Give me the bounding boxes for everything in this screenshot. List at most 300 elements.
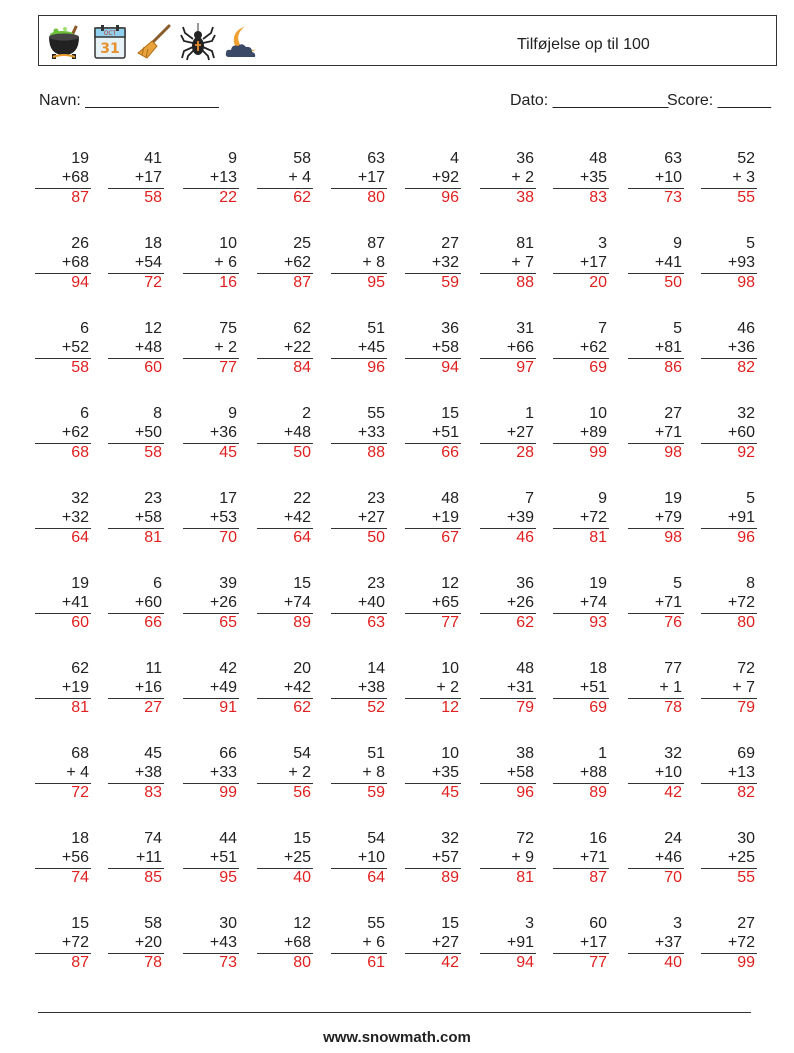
addend-top: 24 xyxy=(664,830,682,847)
addend-top: 6 xyxy=(80,320,89,337)
answer: 95 xyxy=(367,274,385,291)
addend-top: 10 xyxy=(441,660,459,677)
answer: 59 xyxy=(441,274,459,291)
addend-bottom: +39 xyxy=(506,509,534,526)
addend-bottom: + 2 xyxy=(288,764,311,781)
addend-top: 9 xyxy=(228,150,237,167)
addend-top: 63 xyxy=(367,150,385,167)
addend-top: 19 xyxy=(664,490,682,507)
addend-top: 3 xyxy=(598,235,607,252)
addend-bottom: +62 xyxy=(283,254,311,271)
addend-top: 3 xyxy=(673,915,682,932)
addend-bottom: +93 xyxy=(727,254,755,271)
answer: 62 xyxy=(293,189,311,206)
problem-item xyxy=(104,574,168,644)
answer: 68 xyxy=(71,444,89,461)
addend-top: 9 xyxy=(228,405,237,422)
addend-bottom: +42 xyxy=(283,679,311,696)
problem-item xyxy=(697,404,761,474)
answer: 73 xyxy=(664,189,682,206)
problem-item xyxy=(31,574,95,644)
answer: 12 xyxy=(441,699,459,716)
addend-bottom: +68 xyxy=(283,934,311,951)
answer: 64 xyxy=(293,529,311,546)
addend-top: 15 xyxy=(293,575,311,592)
addend-bottom: +66 xyxy=(506,339,534,356)
addend-bottom: +72 xyxy=(579,509,607,526)
answer: 98 xyxy=(737,274,755,291)
answer: 84 xyxy=(293,359,311,376)
answer: 42 xyxy=(664,784,682,801)
addend-top: 9 xyxy=(598,490,607,507)
addend-top: 32 xyxy=(664,745,682,762)
answer: 99 xyxy=(737,954,755,971)
addend-bottom: +81 xyxy=(654,339,682,356)
addend-top: 18 xyxy=(144,235,162,252)
problem-item xyxy=(31,659,95,729)
answer: 88 xyxy=(516,274,534,291)
addend-top: 5 xyxy=(746,490,755,507)
addend-top: 72 xyxy=(737,660,755,677)
answer: 94 xyxy=(441,359,459,376)
answer: 62 xyxy=(293,699,311,716)
addend-bottom: +22 xyxy=(283,339,311,356)
answer: 80 xyxy=(737,614,755,631)
answer: 66 xyxy=(144,614,162,631)
answer: 86 xyxy=(664,359,682,376)
addend-top: 32 xyxy=(441,830,459,847)
addend-top: 5 xyxy=(746,235,755,252)
answer: 82 xyxy=(737,784,755,801)
answer: 89 xyxy=(589,784,607,801)
worksheet-title: Tilføjelse op til 100 xyxy=(517,36,650,53)
addend-bottom: +41 xyxy=(654,254,682,271)
addend-bottom: +71 xyxy=(579,849,607,866)
addend-bottom: +88 xyxy=(579,764,607,781)
answer: 79 xyxy=(737,699,755,716)
addend-bottom: +25 xyxy=(283,849,311,866)
addend-top: 36 xyxy=(516,150,534,167)
answer: 83 xyxy=(144,784,162,801)
addend-top: 1 xyxy=(598,745,607,762)
addend-bottom: +36 xyxy=(727,339,755,356)
addend-bottom: +38 xyxy=(134,764,162,781)
answer: 83 xyxy=(589,189,607,206)
problem-item xyxy=(327,659,391,729)
problem-item xyxy=(253,744,317,814)
problem-item xyxy=(31,829,95,899)
answer: 76 xyxy=(664,614,682,631)
addend-top: 23 xyxy=(144,490,162,507)
answer: 52 xyxy=(367,699,385,716)
problem-item xyxy=(327,319,391,389)
problem-item xyxy=(327,914,391,984)
addend-bottom: +37 xyxy=(654,934,682,951)
problem-item xyxy=(549,914,613,984)
addend-top: 27 xyxy=(441,235,459,252)
score-field: Score: ______ xyxy=(667,92,772,109)
problem-item xyxy=(104,319,168,389)
addend-bottom: +57 xyxy=(431,849,459,866)
answer: 28 xyxy=(516,444,534,461)
addend-top: 55 xyxy=(367,915,385,932)
problem-item xyxy=(31,744,95,814)
addend-bottom: +27 xyxy=(431,934,459,951)
problem-item xyxy=(549,744,613,814)
answer: 45 xyxy=(219,444,237,461)
answer: 16 xyxy=(219,274,237,291)
answer: 55 xyxy=(737,189,755,206)
addend-bottom: +32 xyxy=(431,254,459,271)
answer: 99 xyxy=(219,784,237,801)
addend-bottom: +20 xyxy=(134,934,162,951)
name-field: Navn: _______________ xyxy=(39,92,219,109)
answer: 74 xyxy=(71,869,89,886)
addend-bottom: +51 xyxy=(209,849,237,866)
answer: 82 xyxy=(737,359,755,376)
answer: 94 xyxy=(516,954,534,971)
problem-item xyxy=(624,574,688,644)
problem-item xyxy=(697,659,761,729)
addend-bottom: +31 xyxy=(506,679,534,696)
answer: 50 xyxy=(367,529,385,546)
addend-bottom: +68 xyxy=(61,254,89,271)
problem-item xyxy=(179,914,243,984)
addend-bottom: +26 xyxy=(506,594,534,611)
addend-top: 23 xyxy=(367,575,385,592)
addend-bottom: +17 xyxy=(579,934,607,951)
addend-bottom: +27 xyxy=(506,424,534,441)
answer: 73 xyxy=(219,954,237,971)
addend-top: 15 xyxy=(441,915,459,932)
addend-bottom: +33 xyxy=(209,764,237,781)
addend-top: 69 xyxy=(737,745,755,762)
problem-item xyxy=(253,489,317,559)
addend-top: 8 xyxy=(746,575,755,592)
addend-top: 30 xyxy=(737,830,755,847)
addend-top: 32 xyxy=(737,405,755,422)
problem-item xyxy=(253,404,317,474)
addend-bottom: + 6 xyxy=(362,934,385,951)
answer: 77 xyxy=(589,954,607,971)
answer: 45 xyxy=(441,784,459,801)
answer: 99 xyxy=(589,444,607,461)
problem-item xyxy=(697,829,761,899)
addend-bottom: +27 xyxy=(357,509,385,526)
addend-bottom: + 2 xyxy=(436,679,459,696)
addend-top: 31 xyxy=(516,320,534,337)
answer: 72 xyxy=(71,784,89,801)
answer: 58 xyxy=(71,359,89,376)
problem-item xyxy=(401,659,465,729)
answer: 87 xyxy=(71,189,89,206)
answer: 78 xyxy=(144,954,162,971)
answer: 81 xyxy=(516,869,534,886)
addend-bottom: +11 xyxy=(136,849,162,866)
addend-top: 5 xyxy=(673,575,682,592)
answer: 80 xyxy=(293,954,311,971)
addend-top: 6 xyxy=(153,575,162,592)
problem-item xyxy=(401,149,465,219)
problem-item xyxy=(253,659,317,729)
problem-item xyxy=(104,744,168,814)
answer: 80 xyxy=(367,189,385,206)
addend-top: 66 xyxy=(219,745,237,762)
problem-item xyxy=(697,914,761,984)
addend-bottom: +33 xyxy=(357,424,385,441)
addend-top: 72 xyxy=(516,830,534,847)
addend-bottom: +52 xyxy=(61,339,89,356)
addend-top: 44 xyxy=(219,830,237,847)
addend-bottom: +89 xyxy=(579,424,607,441)
problem-item xyxy=(401,404,465,474)
addend-bottom: +74 xyxy=(579,594,607,611)
addend-top: 58 xyxy=(144,915,162,932)
answer: 69 xyxy=(589,359,607,376)
addend-bottom: + 8 xyxy=(362,764,385,781)
answer: 60 xyxy=(71,614,89,631)
answer: 66 xyxy=(441,444,459,461)
answer: 20 xyxy=(589,274,607,291)
addend-top: 18 xyxy=(589,660,607,677)
answer: 91 xyxy=(219,699,237,716)
addend-bottom: + 4 xyxy=(66,764,89,781)
addend-top: 30 xyxy=(219,915,237,932)
addend-bottom: +40 xyxy=(357,594,385,611)
addend-top: 62 xyxy=(293,320,311,337)
problem-item xyxy=(253,829,317,899)
addend-bottom: +91 xyxy=(506,934,534,951)
problem-item xyxy=(624,489,688,559)
addend-top: 54 xyxy=(293,745,311,762)
addend-bottom: +60 xyxy=(727,424,755,441)
answer: 81 xyxy=(144,529,162,546)
answer: 94 xyxy=(71,274,89,291)
answer: 96 xyxy=(737,529,755,546)
answer: 77 xyxy=(441,614,459,631)
addend-bottom: +91 xyxy=(727,509,755,526)
addend-top: 5 xyxy=(673,320,682,337)
problem-item xyxy=(697,149,761,219)
addend-bottom: + 6 xyxy=(214,254,237,271)
addend-bottom: +72 xyxy=(61,934,89,951)
problem-item xyxy=(624,659,688,729)
addend-bottom: + 7 xyxy=(511,254,534,271)
problem-item xyxy=(104,829,168,899)
addend-bottom: + 9 xyxy=(511,849,534,866)
calendar-day: 31 xyxy=(100,41,120,57)
problem-item xyxy=(476,574,540,644)
answer: 88 xyxy=(367,444,385,461)
problem-item xyxy=(179,574,243,644)
addend-top: 36 xyxy=(441,320,459,337)
answer: 60 xyxy=(144,359,162,376)
problem-item xyxy=(401,234,465,304)
addend-bottom: +58 xyxy=(506,764,534,781)
addend-bottom: +32 xyxy=(61,509,89,526)
problem-item xyxy=(179,319,243,389)
problem-item xyxy=(179,489,243,559)
problem-item xyxy=(549,489,613,559)
addend-top: 1 xyxy=(525,405,534,422)
answer: 59 xyxy=(367,784,385,801)
addend-top: 74 xyxy=(144,830,162,847)
addend-top: 12 xyxy=(441,575,459,592)
answer: 93 xyxy=(589,614,607,631)
addend-top: 17 xyxy=(219,490,237,507)
answer: 89 xyxy=(293,614,311,631)
problem-item xyxy=(476,319,540,389)
calendar-month: OCT xyxy=(103,30,117,37)
addend-top: 3 xyxy=(525,915,534,932)
addend-top: 46 xyxy=(737,320,755,337)
addend-bottom: +60 xyxy=(134,594,162,611)
addend-top: 36 xyxy=(516,575,534,592)
problem-item xyxy=(476,744,540,814)
addend-bottom: +62 xyxy=(61,424,89,441)
problem-item xyxy=(624,744,688,814)
problem-item xyxy=(31,149,95,219)
addend-bottom: +51 xyxy=(431,424,459,441)
problem-item xyxy=(697,489,761,559)
addend-bottom: +17 xyxy=(134,169,162,186)
addend-top: 6 xyxy=(80,405,89,422)
addend-top: 54 xyxy=(367,830,385,847)
answer: 22 xyxy=(219,189,237,206)
addend-top: 55 xyxy=(367,405,385,422)
answer: 63 xyxy=(367,614,385,631)
addend-bottom: +48 xyxy=(283,424,311,441)
addend-top: 58 xyxy=(293,150,311,167)
addend-bottom: +65 xyxy=(431,594,459,611)
addend-bottom: +58 xyxy=(134,509,162,526)
addend-top: 8 xyxy=(153,405,162,422)
problem-item xyxy=(549,829,613,899)
problem-item xyxy=(476,829,540,899)
addend-bottom: + 2 xyxy=(214,339,237,356)
addend-bottom: +43 xyxy=(209,934,237,951)
addend-bottom: + 2 xyxy=(511,169,534,186)
addend-bottom: +45 xyxy=(357,339,385,356)
addend-top: 16 xyxy=(589,830,607,847)
addend-bottom: +10 xyxy=(654,169,682,186)
addend-bottom: + 3 xyxy=(732,169,755,186)
addend-top: 7 xyxy=(525,490,534,507)
addend-top: 63 xyxy=(664,150,682,167)
addend-top: 62 xyxy=(71,660,89,677)
problem-item xyxy=(179,234,243,304)
answer: 61 xyxy=(367,954,385,971)
answer: 89 xyxy=(441,869,459,886)
answer: 58 xyxy=(144,444,162,461)
problem-item xyxy=(253,319,317,389)
addend-bottom: +48 xyxy=(134,339,162,356)
addend-top: 19 xyxy=(71,575,89,592)
problem-item xyxy=(549,574,613,644)
addend-bottom: +71 xyxy=(654,594,682,611)
answer: 27 xyxy=(144,699,162,716)
problem-item xyxy=(476,234,540,304)
problem-item xyxy=(401,829,465,899)
problem-item xyxy=(401,319,465,389)
problem-item xyxy=(327,149,391,219)
problem-item xyxy=(104,489,168,559)
addend-bottom: +72 xyxy=(727,594,755,611)
addend-bottom: +56 xyxy=(61,849,89,866)
answer: 40 xyxy=(664,954,682,971)
addend-bottom: +74 xyxy=(283,594,311,611)
addend-bottom: +10 xyxy=(654,764,682,781)
addend-top: 41 xyxy=(144,150,162,167)
footer-site: www.snowmath.com xyxy=(323,1029,471,1046)
addend-top: 51 xyxy=(367,320,385,337)
answer: 92 xyxy=(737,444,755,461)
problem-item xyxy=(327,404,391,474)
problem-item xyxy=(401,744,465,814)
problem-item xyxy=(624,914,688,984)
addend-bottom: +51 xyxy=(579,679,607,696)
addend-top: 38 xyxy=(516,745,534,762)
addend-top: 51 xyxy=(367,745,385,762)
answer: 58 xyxy=(144,189,162,206)
answer: 81 xyxy=(589,529,607,546)
problem-item xyxy=(327,574,391,644)
answer: 56 xyxy=(293,784,311,801)
problem-item xyxy=(31,319,95,389)
problem-item xyxy=(104,914,168,984)
answer: 87 xyxy=(71,954,89,971)
addend-top: 45 xyxy=(144,745,162,762)
answer: 70 xyxy=(664,869,682,886)
addend-top: 10 xyxy=(441,745,459,762)
addend-top: 27 xyxy=(664,405,682,422)
answer: 77 xyxy=(219,359,237,376)
problem-item xyxy=(31,914,95,984)
addend-bottom: + 7 xyxy=(732,679,755,696)
problem-item xyxy=(104,659,168,729)
problem-item xyxy=(476,149,540,219)
addend-top: 77 xyxy=(664,660,682,677)
addend-top: 75 xyxy=(219,320,237,337)
answer: 97 xyxy=(516,359,534,376)
problem-item xyxy=(179,744,243,814)
answer: 81 xyxy=(71,699,89,716)
problem-item xyxy=(549,234,613,304)
problem-item xyxy=(253,149,317,219)
answer: 72 xyxy=(144,274,162,291)
problem-item xyxy=(401,489,465,559)
problem-item xyxy=(624,319,688,389)
problem-item xyxy=(697,319,761,389)
addend-top: 15 xyxy=(293,830,311,847)
problem-item xyxy=(697,574,761,644)
addend-top: 20 xyxy=(293,660,311,677)
problem-item xyxy=(327,744,391,814)
addend-bottom: +35 xyxy=(579,169,607,186)
addend-top: 60 xyxy=(589,915,607,932)
addend-top: 4 xyxy=(450,150,459,167)
addend-top: 15 xyxy=(441,405,459,422)
problem-item xyxy=(253,914,317,984)
answer: 50 xyxy=(293,444,311,461)
answer: 96 xyxy=(516,784,534,801)
addend-top: 27 xyxy=(737,915,755,932)
problem-item xyxy=(179,829,243,899)
addend-bottom: +46 xyxy=(654,849,682,866)
problem-item xyxy=(327,829,391,899)
answer: 79 xyxy=(516,699,534,716)
addend-top: 48 xyxy=(589,150,607,167)
